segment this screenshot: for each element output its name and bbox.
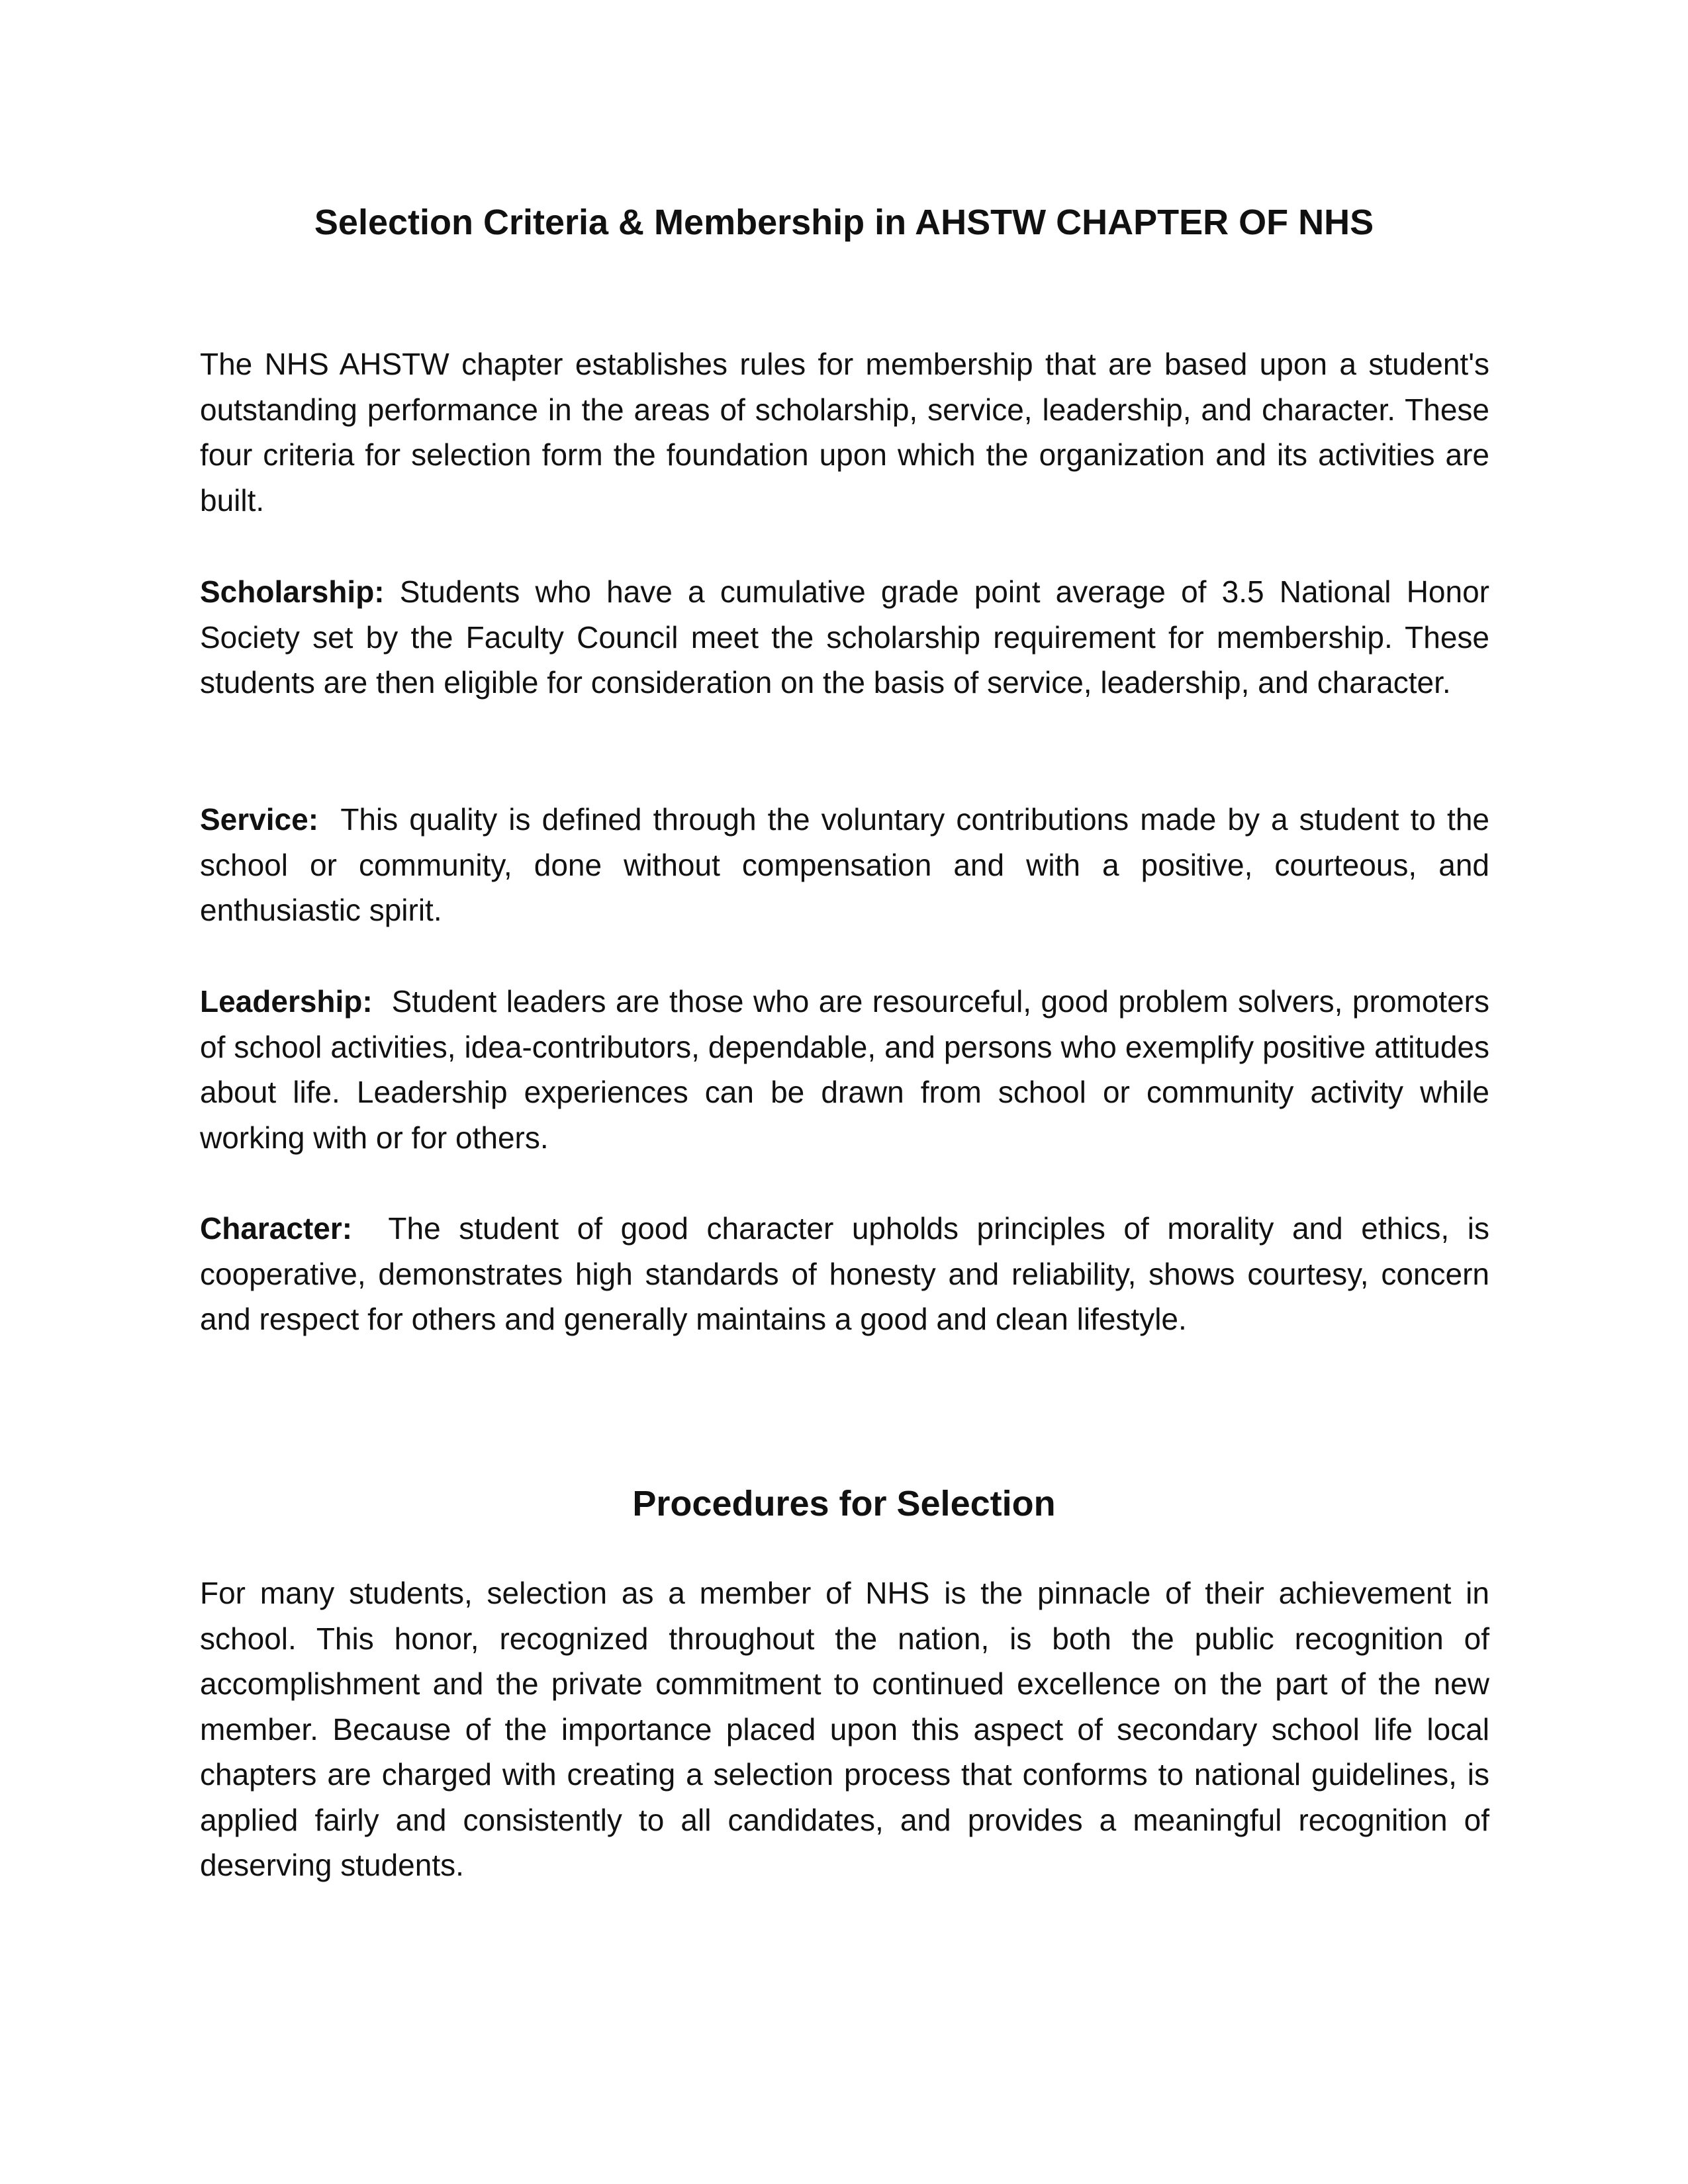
intro-paragraph: The NHS AHSTW chapter establishes rules for membership that are based upon a student's outstanding performance in the areas of scholarship, service, leadership, and character. These four criteria for selection form the foundation upon which the organization and its activities are built. xyxy=(200,347,1489,518)
criterion-text: Student leaders are those who are resourceful, good problem solvers, promoters of school activities, idea-contributors, dependable, and persons who exemplify positive attitudes about life. Leadership experiences can be drawn from school or community activity while working with or for others. xyxy=(200,984,1489,1155)
criterion-term: Service: xyxy=(200,802,319,837)
criterion-text: The student of good character upholds principles of morality and ethics, is cooperative, demonstrates high standards of honesty and reliability, shows courtesy, concern and respect for others and generally maintains a good and clean lifestyle. xyxy=(200,1211,1489,1336)
criterion-scholarship xyxy=(200,569,1489,705)
criterion-service xyxy=(200,797,1489,933)
criterion-text: This quality is defined through the voluntary contributions made by a student to the school or community, done without compensation and with a positive, courteous, and enthusiastic spirit. xyxy=(200,802,1489,927)
criterion-term: Scholarship: xyxy=(200,574,385,609)
criterion-term: Character: xyxy=(200,1211,353,1246)
criterion-text: Students who have a cumulative grade point average of 3.5 National Honor Society set by the Faculty Council meet the scholarship requirement for membership. These students are then eligible for consideration on the basis of service, leadership, and character. xyxy=(200,574,1489,700)
criterion-leadership xyxy=(200,979,1489,1160)
criterion-character xyxy=(200,1206,1489,1342)
procedures-paragraph: For many students, selection as a member of NHS is the pinnacle of their achievement in school. This honor, recognized throughout the nation, is both the public recognition of accomplishment and the private commitment to continued excellence on the part of the new member. Because of the importance placed upon this aspect of secondary school life local chapters are charged with creating a selection process that conforms to national guidelines, is applied fairly and consistently to all candidates, and provides a meaningful recognition of deserving students. xyxy=(200,1576,1489,1882)
page-title: Selection Criteria & Membership in AHSTW CHAPTER OF NHS xyxy=(314,203,1374,242)
procedures-heading: Procedures for Selection xyxy=(632,1484,1056,1524)
criterion-term: Leadership: xyxy=(200,984,373,1019)
